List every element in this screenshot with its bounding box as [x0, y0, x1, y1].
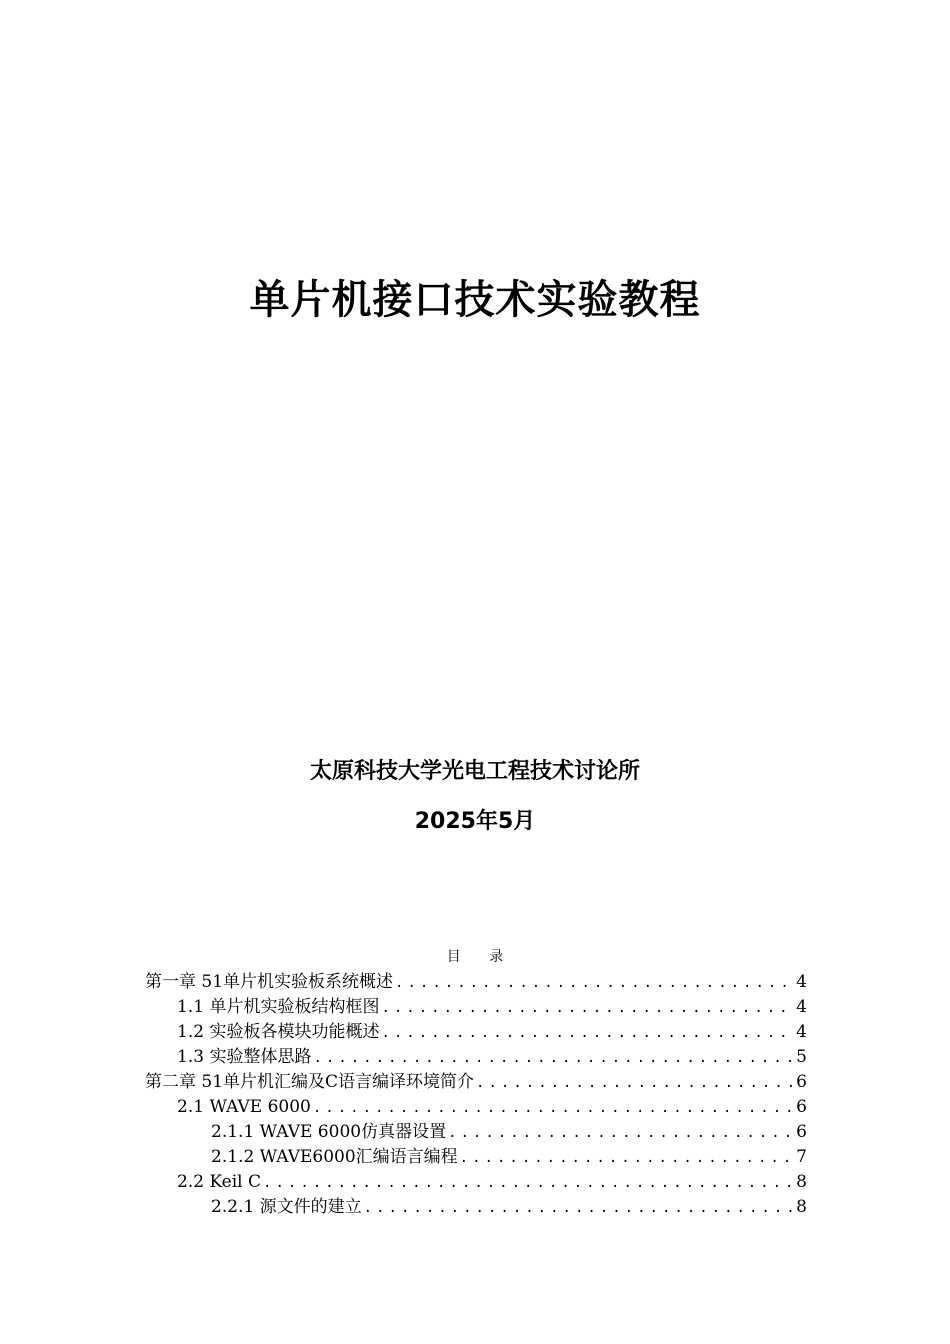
toc-entry-text: 2.1.1 WAVE 6000仿真器设置 — [211, 1122, 447, 1142]
toc-entry-page: 8 — [796, 1172, 807, 1192]
toc-entry-page: 6 — [796, 1072, 807, 1092]
toc-entry-text: 1.2 实验板各模块功能概述 — [177, 1022, 380, 1042]
toc-leader-dots — [381, 1021, 794, 1046]
toc-entry[interactable] — [145, 1170, 807, 1195]
toc-leader-dots — [263, 1171, 794, 1196]
toc-leader-dots — [460, 1146, 795, 1171]
toc-leader-dots — [448, 1121, 794, 1146]
toc-leader-dots — [476, 1071, 794, 1096]
toc-entry[interactable] — [145, 995, 807, 1020]
toc-entry-text: 2.1 WAVE 6000 — [177, 1097, 311, 1117]
toc-leader-dots — [395, 971, 794, 996]
toc-entry-page: 4 — [796, 1022, 807, 1042]
toc-leader-dots — [364, 1196, 795, 1221]
toc-leader-dots — [313, 1046, 794, 1071]
toc-entry[interactable] — [145, 1020, 807, 1045]
toc-entry[interactable] — [145, 1145, 807, 1170]
toc-entry[interactable] — [145, 1195, 807, 1220]
toc-entry-text: 第二章 51单片机汇编及C语言编译环境简介 — [145, 1072, 475, 1092]
document-title: 单片机接口技术实验教程 — [249, 277, 701, 323]
toc-entry-text: 2.1.2 WAVE6000汇编语言编程 — [211, 1147, 458, 1167]
toc-entry-text: 2.2.1 源文件的建立 — [211, 1197, 362, 1217]
toc-leader-dots — [313, 1096, 794, 1121]
organization-name: 太原科技大学光电工程技术讨论所 — [309, 759, 640, 784]
toc-entry-page: 6 — [796, 1097, 807, 1117]
table-of-contents — [145, 970, 807, 1220]
publication-date: 2025年5月 — [414, 809, 536, 834]
toc-entry-page: 4 — [796, 972, 807, 992]
toc-entry[interactable] — [145, 1120, 807, 1145]
toc-leader-dots — [381, 996, 794, 1021]
toc-entry[interactable] — [145, 1045, 807, 1070]
toc-entry[interactable] — [145, 1095, 807, 1120]
toc-heading: 目 录 — [446, 949, 504, 965]
toc-entry[interactable] — [145, 1070, 807, 1095]
toc-entry-page: 5 — [796, 1047, 807, 1067]
toc-entry-text: 2.2 Keil C — [177, 1172, 262, 1192]
toc-entry-text: 第一章 51单片机实验板系统概述 — [145, 972, 394, 992]
toc-entry-page: 8 — [796, 1197, 807, 1217]
toc-entry-text: 1.1 单片机实验板结构框图 — [177, 997, 380, 1017]
toc-entry[interactable] — [145, 970, 807, 995]
toc-entry-page: 4 — [796, 997, 807, 1017]
toc-entry-page: 6 — [796, 1122, 807, 1142]
toc-entry-text: 1.3 实验整体思路 — [177, 1047, 312, 1067]
toc-entry-page: 7 — [796, 1147, 807, 1167]
